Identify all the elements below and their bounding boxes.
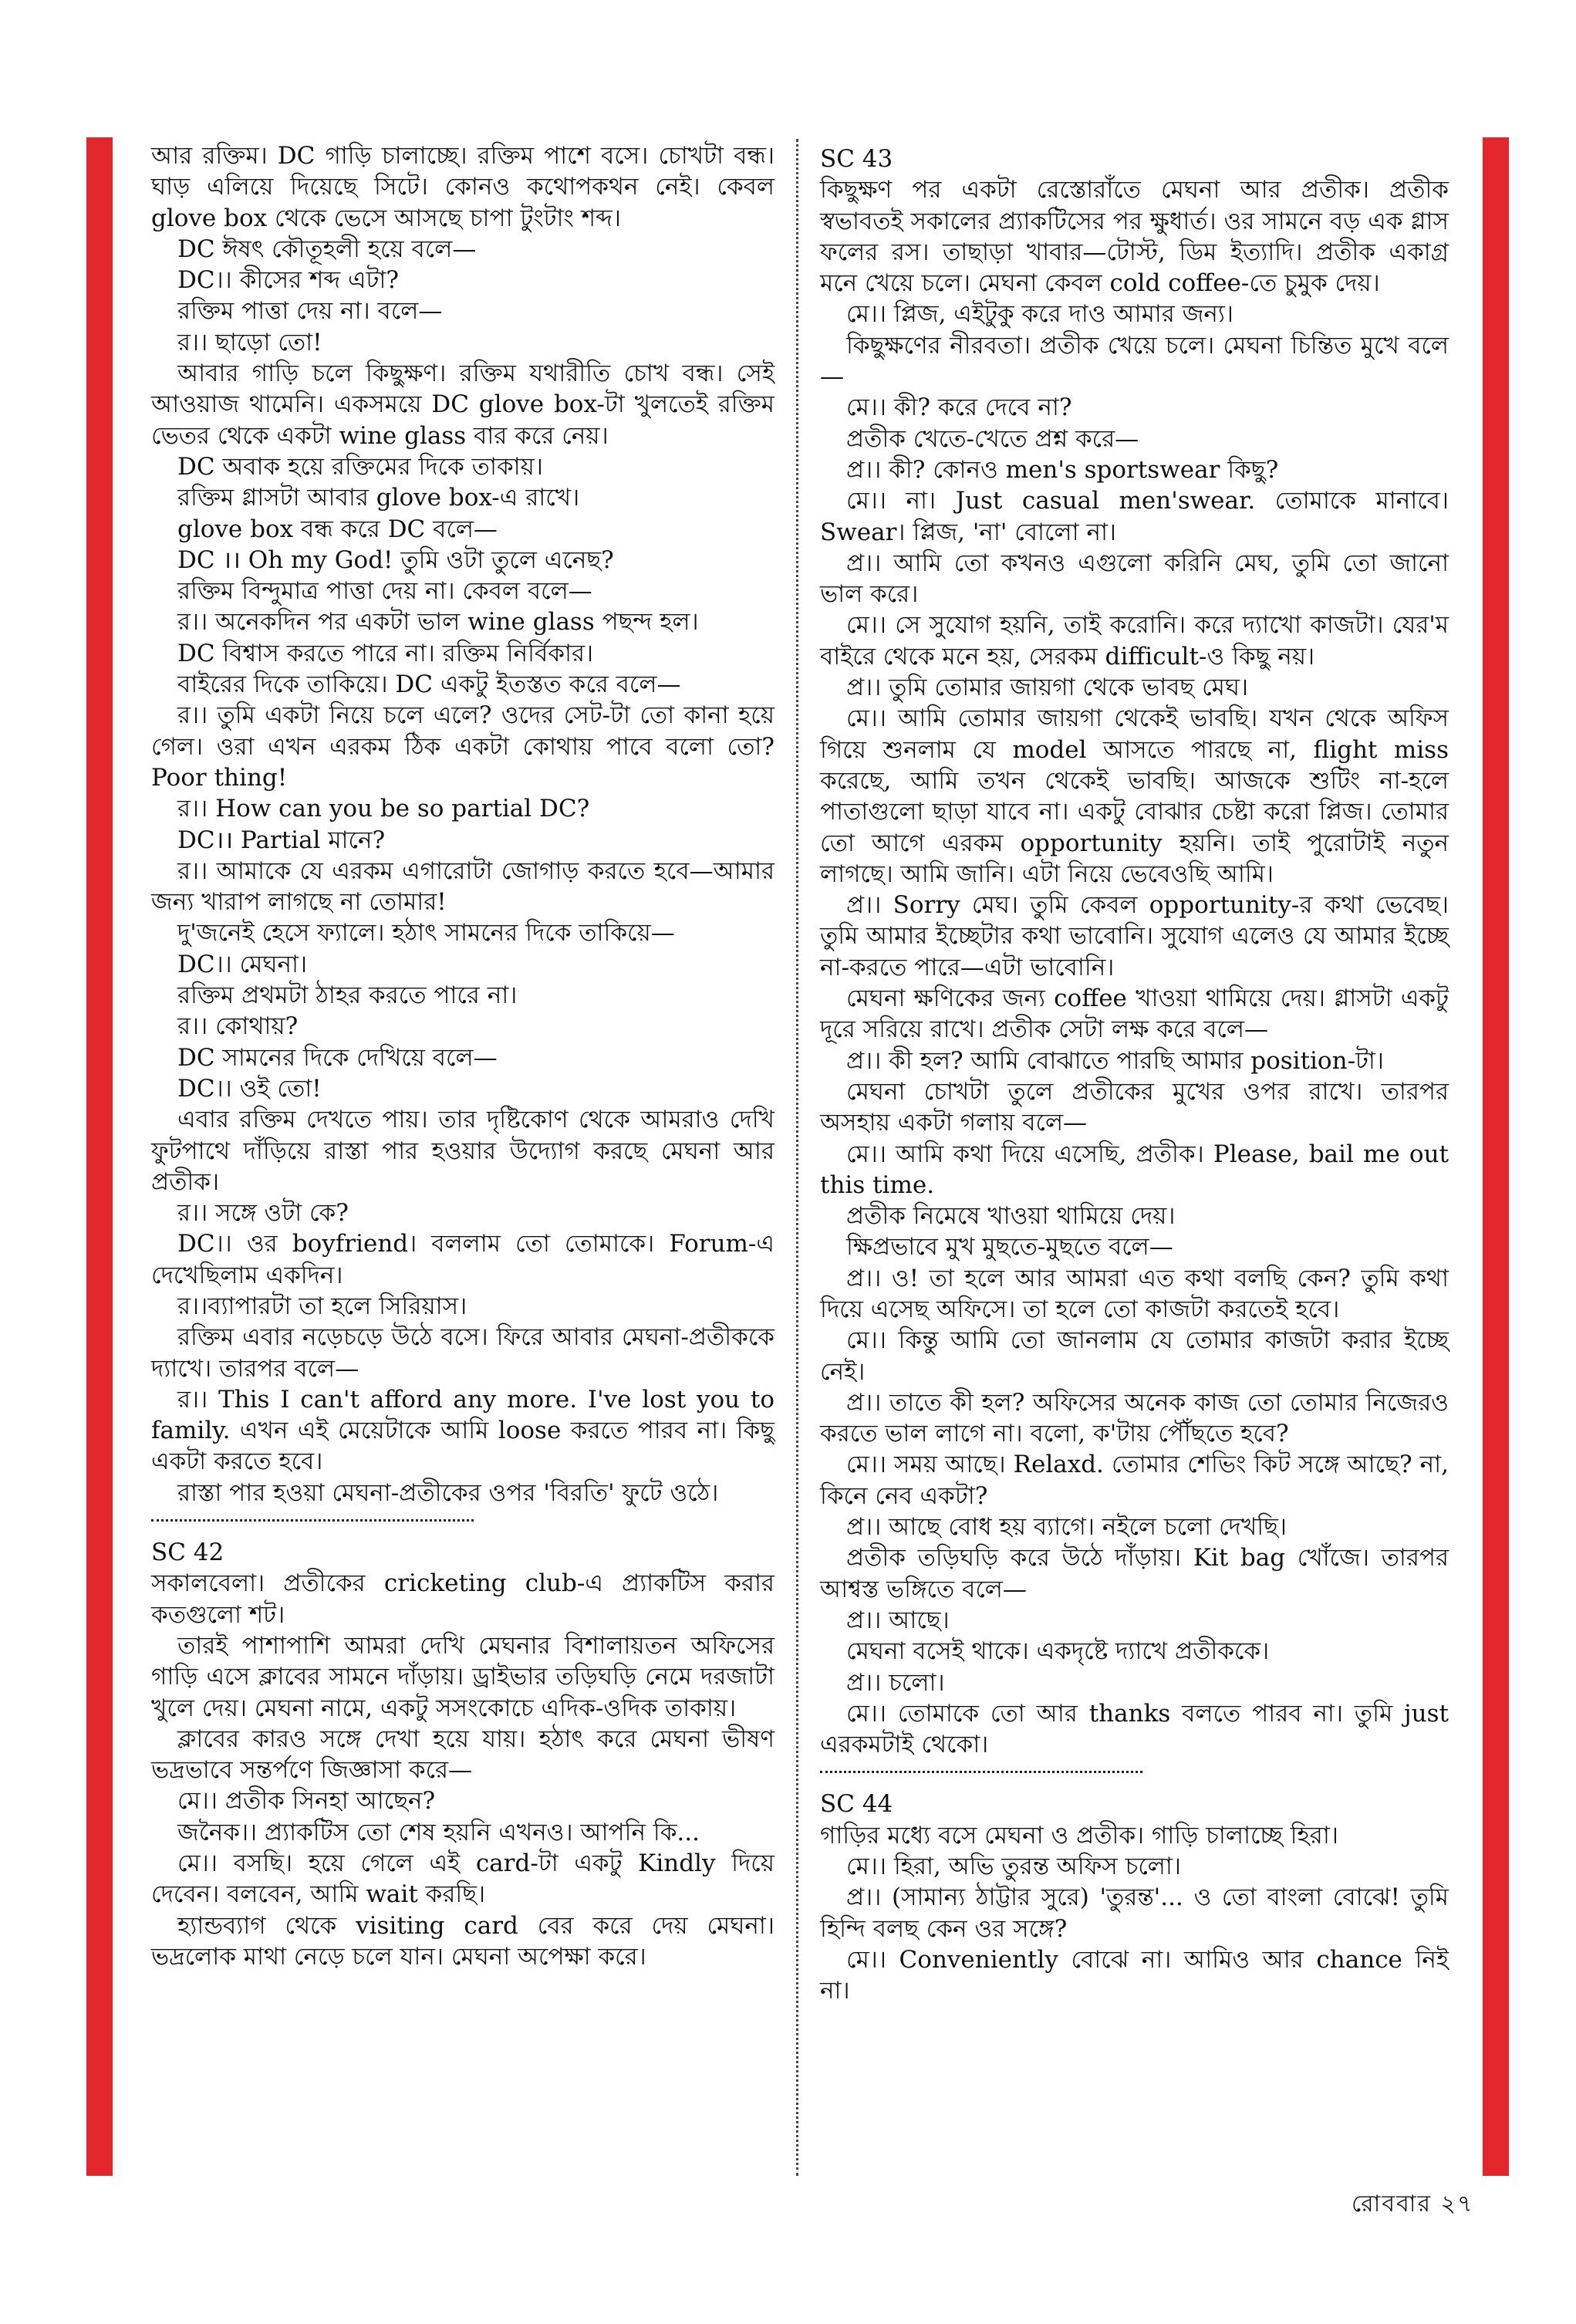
script-line: মেঘনা ক্ষণিকের জন্য coffee খাওয়া থামিয়ে দেয়। গ্লাসটা একটু দূরে সরিয়ে রাখে। প্রতীক সেটা লক্ষ করে বলে— [820,985,1449,1044]
script-line: র।। আমাকে যে এরকম এগারোটা জোগাড় করতে হবে—আমার জন্য খারাপ লাগছে না তোমার! [151,856,775,917]
script-line: মে।। সে সুযোগ হয়নি, তাই করোনি। করে দ্যাখো কাজটা। যের'ম বাইরে থেকে মনে হয়, সেরকম difficult-ও কিছু নয়। [820,611,1449,671]
script-line: র।। How can you be so partial DC? [177,795,590,823]
script-line: প্র।। কী? কোনও men's sportswear কিছু? [846,455,1279,484]
scene-heading-sc44: SC 44 [820,1790,893,1819]
script-line: মে।। বসছি। হয়ে গেলে এই card-টা একটু Kindly দিয়ে দেবেন। বলবেন, আমি wait করছি। [151,1849,775,1909]
script-line: DC।। Partial মানে? [177,826,386,854]
script-line: মে।। না। Just casual men'swear. তোমাকে মানাবে। Swear। প্লিজ, 'না' বোলো না। [820,487,1449,546]
script-line: মে।। কিন্তু আমি তো জানলাম যে তোমার কাজটা করার ইচ্ছে নেই। [820,1326,1449,1386]
script-line: DC।। ওই তো! [177,1074,322,1103]
script-line: মে।। আমি কথা দিয়ে এসেছি, প্রতীক। Please, bail me out this time. [820,1140,1449,1199]
sc43-body [820,174,1449,1760]
scene-separator [820,1771,1142,1773]
script-line: রক্তিম বিন্দুমাত্র পাত্তা দেয় না। কেবল বলে— [177,577,592,606]
script-line: রক্তিম প্রথমটা ঠাহর করতে পারে না। [177,981,518,1010]
script-line: র।। ছাড়ো তো! [177,328,322,356]
script-line: glove box বন্ধ করে DC বলে— [177,515,498,543]
script-line: DC।। কীসের শব্দ এটা? [177,266,400,295]
sc42-body [151,1568,775,1972]
script-line: প্র।। আছে। [846,1606,950,1634]
script-line: ক্লাবের কারও সঙ্গে দেখা হয়ে যায়। হঠাৎ করে মেঘনা ভীষণ ভদ্রভাবে সন্তর্পণে জিজ্ঞাসা করে— [151,1724,775,1785]
script-line: DC ঈষৎ কৌতূহলী হয়ে বলে— [177,235,477,263]
script-line: দু'জনেই হেসে ফ্যালে। হঠাৎ সামনের দিকে তাকিয়ে— [177,919,675,948]
script-line: প্র।। তাতে কী হল? অফিসের অনেক কাজ তো তোমার নিজেরও করতে ভাল লাগে না। বলো, ক'টায় পৌঁছতে হবে? [820,1388,1449,1448]
script-line: ক্ষিপ্রভাবে মুখ মুছতে-মুছতে বলে— [846,1233,1173,1262]
script-line: রক্তিম গ্লাসটা আবার glove box-এ রাখে। [177,484,580,512]
sc44-body [820,1820,1449,2007]
script-line: মে।। আমি তোমার জায়গা থেকেই ভাবছি। যখন থেকে অফিস গিয়ে শুনলাম যে model আসতে পারছে না, flight miss করেছে, আমি তখন থেকেই ভাবছি। আজকে শুটিং না-হলে পাতাগুলো ছাড়া যাবে না। একটু বোঝার চেষ্টা করো প্লিজ। তোমার তো আগে এরকম opportunity হয়নি। তাই পুরোটাই নতুন লাগছে। আমি জানি। এটা নিয়ে ভেবেওছি আমি। [820,704,1449,888]
script-line: DC ।। Oh my God! তুমি ওটা তুলে এনেছ? [177,546,614,574]
script-line: প্রতীক খেতে-খেতে প্রশ্ন করে— [846,424,1139,453]
script-line: জনৈক।। প্র্যাকটিস তো শেষ হয়নি এখনও। আপনি কি... [177,1818,700,1846]
script-line: র।। This I can't afford any more. I've lost you to family. এখন এই মেয়েটাকে আমি loose করতে পারব না। কিছু একটা করতে হবে। [151,1385,775,1476]
script-line: আর রক্তিম। DC গাড়ি চালাচ্ছে। রক্তিম পাশে বসে। চোখটা বন্ধ। ঘাড় এলিয়ে দিয়েছে সিটে। কোনও কথোপকথন নেই। কেবল glove box থেকে ভেসে আসছে চাপা টুংটাং শব্দ। [151,142,775,232]
page-folio: রোববার ২৭ [1352,2191,1474,2218]
column-divider [796,139,798,2176]
script-line: মে।। তোমাকে তো আর thanks বলতে পারব না। তুমি just এরকমটাই থেকো। [820,1699,1449,1759]
script-line: প্র।। তুমি তোমার জায়গা থেকে ভাবছ মেঘ। [846,674,1249,702]
right-red-bar [1483,137,1509,2176]
script-line: DC বিশ্বাস করতে পারে না। রক্তিম নির্বিকার। [177,639,594,667]
script-line: মে।। সময় আছে। Relaxd. তোমার শেভিং কিট সঙ্গে আছে? না, কিনে নেব একটা? [820,1451,1449,1510]
script-line: প্রতীক তড়িঘড়ি করে উঠে দাঁড়ায়। Kit bag খোঁজে। তারপর আশ্বস্ত ভঙ্গিতে বলে— [820,1544,1449,1603]
script-line: DC সামনের দিকে দেখিয়ে বলে— [177,1043,498,1072]
left-column [151,140,775,1972]
script-line: DC।। মেঘনা। [177,950,308,978]
script-line: আবার গাড়ি চলে কিছুক্ষণ। রক্তিম যথারীতি চোখ বন্ধ। সেই আওয়াজ থামেনি। একসময়ে DC glove box-টা খুলতেই রক্তিম ভেতর থেকে একটা wine glass বার করে নেয়। [151,360,775,450]
script-line: র।। অনেকদিন পর একটা ভাল wine glass পছন্দ হল। [177,608,699,637]
script-line: রক্তিম এবার নড়েচড়ে উঠে বসে। ফিরে আবার মেঘনা-প্রতীককে দ্যাখে। তারপর বলে— [151,1323,775,1383]
script-line: DC।। ওর boyfriend। বললাম তো তোমাকে। Forum-এ দেখেছিলাম একদিন। [151,1230,775,1289]
script-line: মেঘনা বসেই থাকে। একদৃষ্টে দ্যাখে প্রতীককে। [846,1637,1270,1666]
left-red-bar [86,137,113,2176]
script-line: বাইরের দিকে তাকিয়ে। DC একটু ইতস্তত করে বলে— [177,671,681,699]
script-line: হ্যান্ডব্যাগ থেকে visiting card বের করে দেয় মেঘনা। ভদ্রলোক মাথা নেড়ে চলে যান। মেঘনা অপেক্ষা করে। [151,1911,775,1971]
scene-heading-sc43: SC 43 [820,145,893,173]
script-line: প্র।। কী হল? আমি বোঝাতে পারছি আমার position-টা। [846,1046,1385,1075]
script-line: সকালবেলা। প্রতীকের cricketing club-এ প্র্যাকটিস করার কতগুলো শট। [151,1569,775,1629]
script-line: মে।। প্লিজ, এইটুকু করে দাও আমার জন্য। [846,300,1234,329]
script-line: এবার রক্তিম দেখতে পায়। তার দৃষ্টিকোণ থেকে আমরাও দেখি ফুটপাথে দাঁড়িয়ে রাস্তা পার হওয়ার উদ্যোগ করছে মেঘনা আর প্রতীক। [151,1106,775,1196]
script-line: মেঘনা চোখটা তুলে প্রতীকের মুখের ওপর রাখে। তারপর অসহায় একটা গলায় বলে— [820,1077,1449,1137]
script-line: গাড়ির মধ্যে বসে মেঘনা ও প্রতীক। গাড়ি চালাচ্ছে হিরা। [820,1821,1338,1849]
script-line: মে।। প্রতীক সিনহা আছেন? [177,1787,436,1816]
script-line: DC অবাক হয়ে রক্তিমের দিকে তাকায়। [177,452,543,481]
script-line: রক্তিম পাত্তা দেয় না। বলে— [177,297,443,326]
script-line: মে।। কী? করে দেবে না? [846,394,1072,422]
script-line: প্র।। ও! তা হলে আর আমরা এত কথা বলছি কেন? তুমি কথা দিয়ে এসেছ অফিসে। তা হলে তো কাজটা করতেই হবে। [820,1264,1449,1323]
script-line: র।। তুমি একটা নিয়ে চলে এলে? ওদের সেট-টা তো কানা হয়ে গেল। ওরা এখন এরকম ঠিক একটা কোথায় পাবে বলো তো? Poor thing! [151,701,775,792]
script-line: তারই পাশাপাশি আমরা দেখি মেঘনার বিশালায়তন অফিসের গাড়ি এসে ক্লাবের সামনে দাঁড়ায়। ড্রাইভার তড়িঘড়ি নেমে দরজাটা খুলে দেয়। মেঘনা নামে, একটু সসংকোচে এদিক-ওদিক তাকায়। [151,1631,775,1722]
script-line: মে।। হিরা, অভি তুরন্ত অফিস চলো। [846,1853,1181,1881]
scene-heading-sc42: SC 42 [151,1539,224,1567]
right-column [820,140,1449,2007]
sc41-continuation [151,140,775,1508]
scene-separator [151,1519,474,1522]
script-line: র।।ব্যাপারটা তা হলে সিরিয়াস। [177,1292,467,1320]
script-line: প্র।। আমি তো কখনও এগুলো করিনি মেঘ, তুমি তো জানো ভাল করে। [820,549,1449,609]
script-line: কিছুক্ষণের নীরবতা। প্রতীক খেয়ে চলে। মেঘনা চিন্তিত মুখে বলে— [820,331,1449,391]
script-line: প্রতীক নিমেষে খাওয়া থামিয়ে দেয়। [846,1202,1176,1231]
script-line: প্র।। চলো। [846,1668,945,1697]
script-line: কিছুক্ষণ পর একটা রেস্তোরাঁতে মেঘনা আর প্রতীক। প্রতীক স্বভাবতই সকালের প্র্যাকটিসের পর ক্ষুধার্ত। ওর সামনে বড় এক গ্লাস ফলের রস। তাছাড়া খাবার—টোস্ট, ডিম ইত্যাদি। প্রতীক একাগ্র মনে খেয়ে চলে। মেঘনা কেবল cold coffee-তে চুমুক দেয়। [820,176,1449,298]
script-line: প্র।। Sorry মেঘ। তুমি কেবল opportunity-র কথা ভেবেছ। তুমি আমার ইচ্ছেটার কথা ভাবোনি। সুযোগ এলেও যে আমার ইচ্ছে না-করতে পারে—এটা ভাবোনি। [820,891,1449,981]
script-line: র।। কোথায়? [177,1012,299,1041]
script-line: রাস্তা পার হওয়া মেঘনা-প্রতীকের ওপর 'বিরতি' ফুটে ওঠে। [177,1478,719,1507]
script-line: প্র।। (সামান্য ঠাট্টার সুরে) 'তুরন্ত'... ও তো বাংলা বোঝে! তুমি হিন্দি বলছ কেন ওর সঙ্গে? [820,1883,1449,1943]
script-line: প্র।। আছে বোধ হয় ব্যাগে। নইলে চলো দেখছি। [846,1513,1287,1542]
script-line: র।। সঙ্গে ওটা কে? [177,1199,349,1228]
script-line: মে।। Conveniently বোঝে না। আমিও আর chance নিই না। [820,1945,1449,2005]
